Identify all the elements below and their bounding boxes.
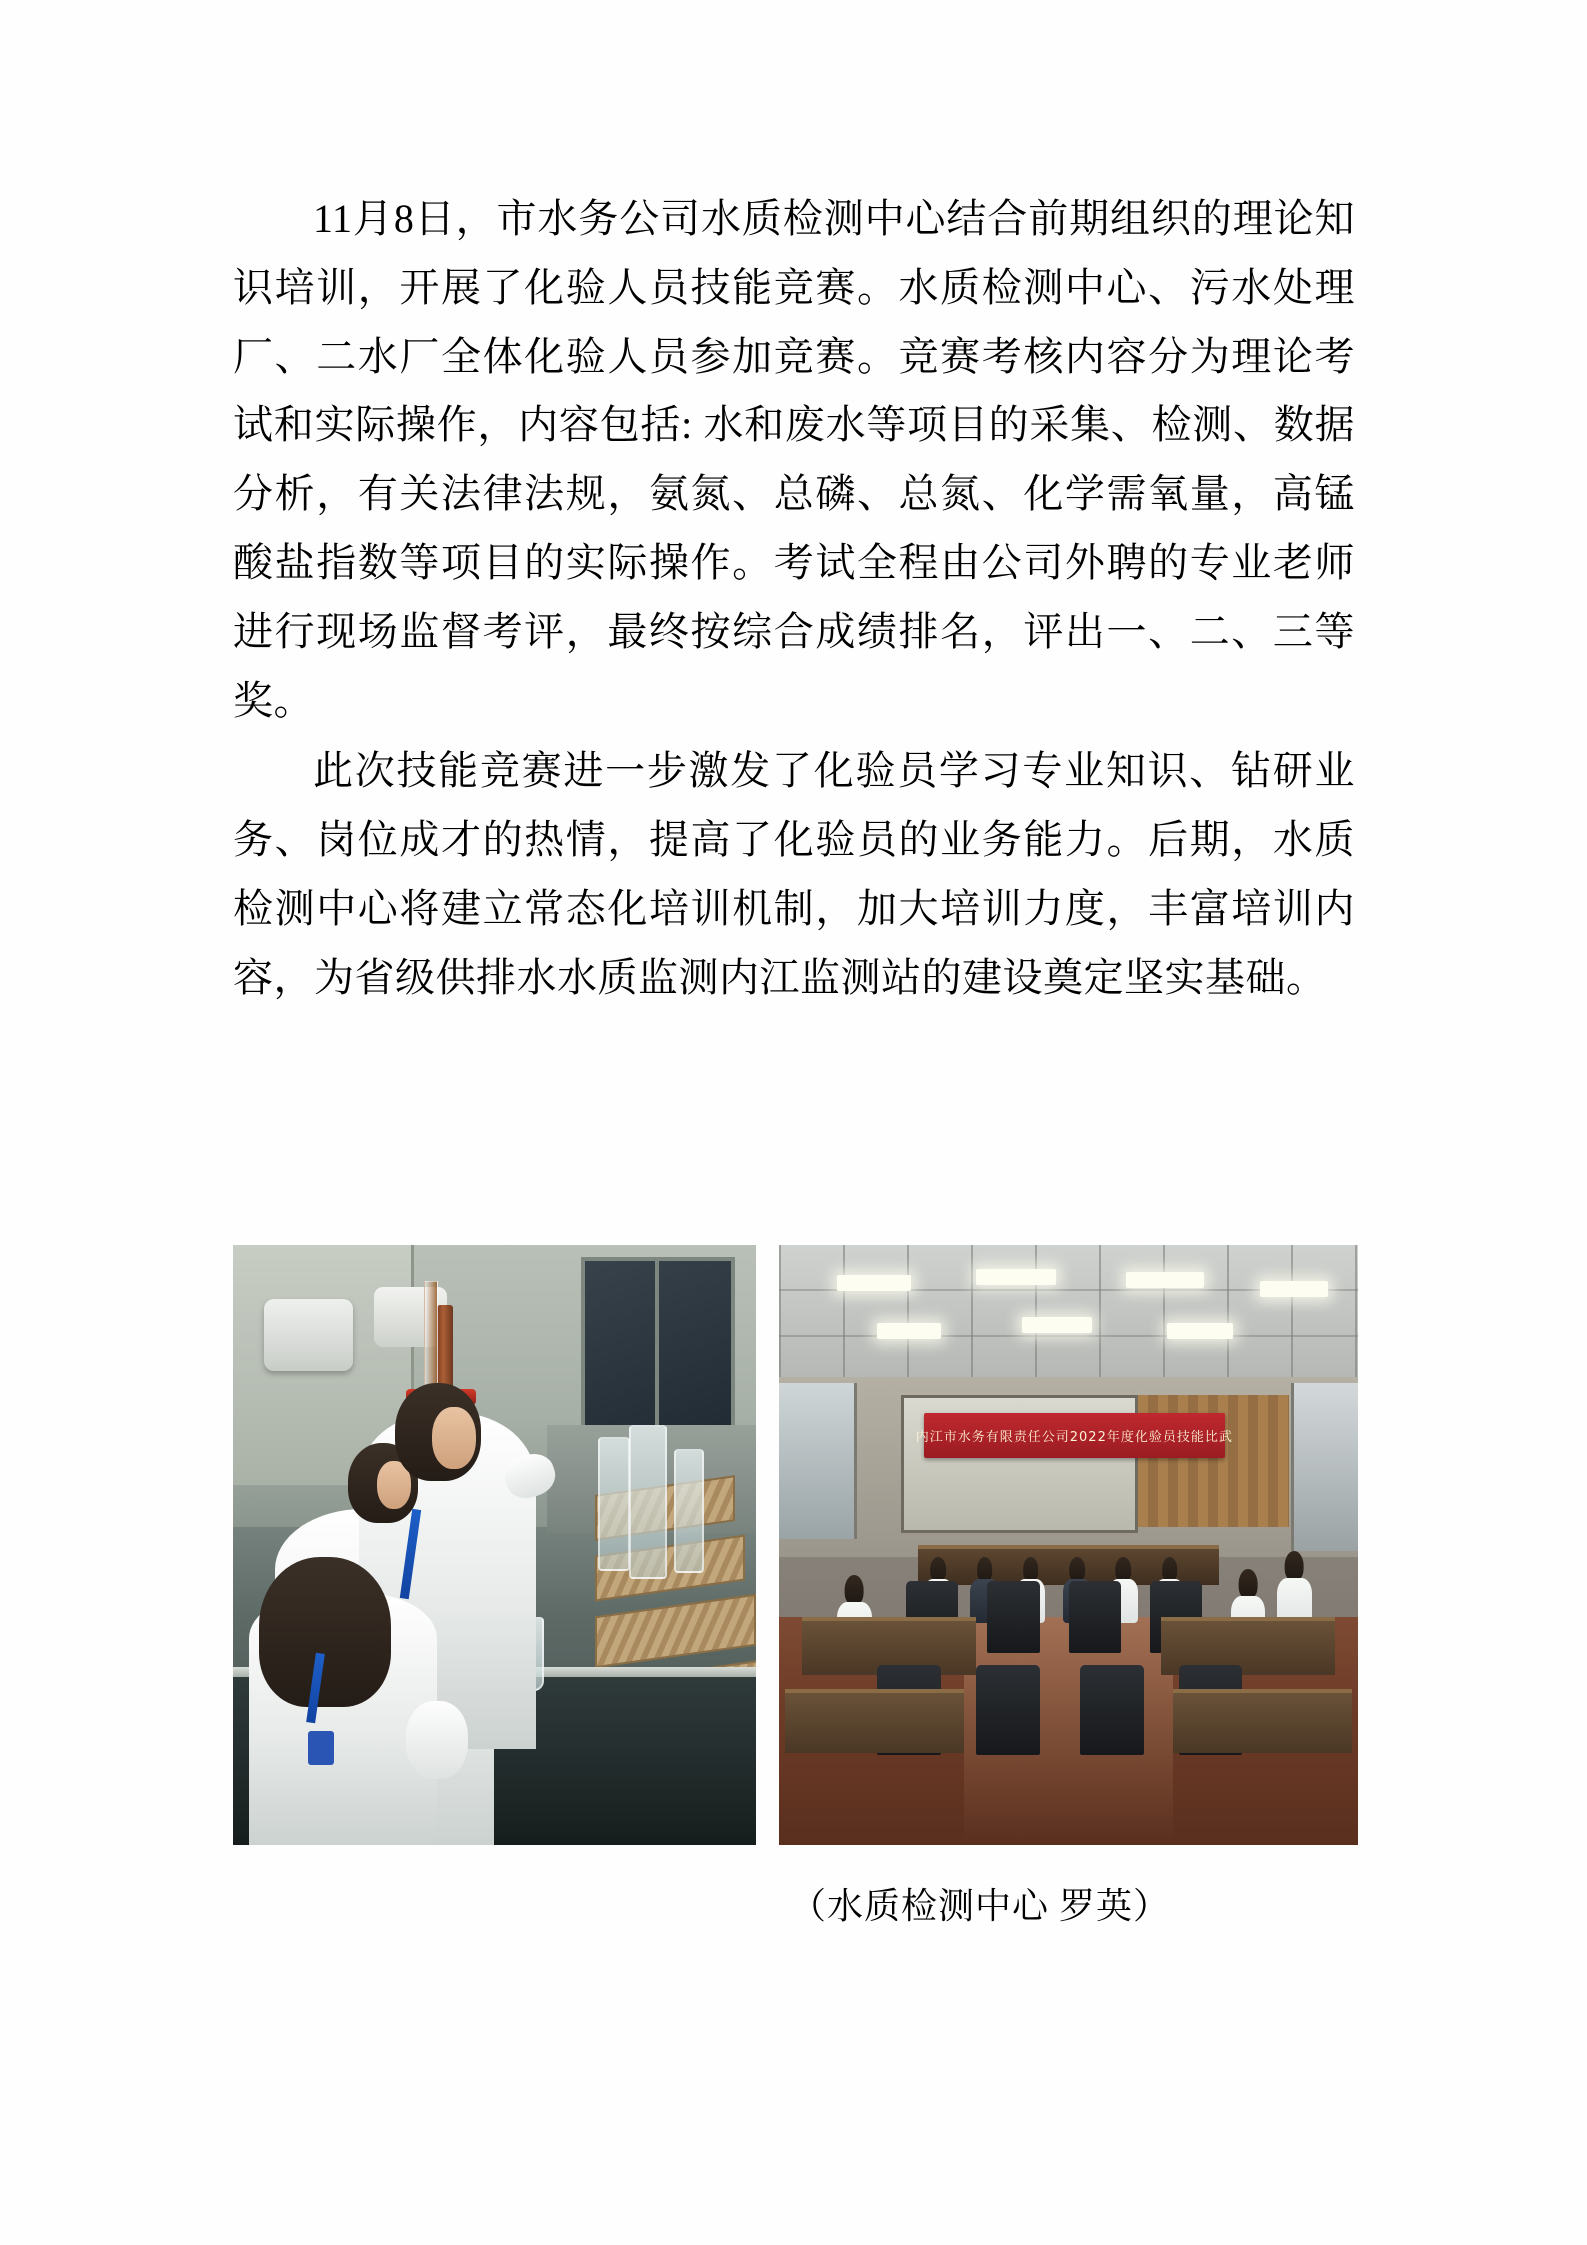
paragraph-1: 11月8日，市水务公司水质检测中心结合前期组织的理论知识培训，开展了化验人员技能竞赛。水质检测中心、污水处理厂、二水厂全体化验人员参加竞赛。竞赛考核内容分为理论考试和实际操作，内容包括: 水和废水等项目的采集、检测、数据分析，有关法律法规，氨氮、总磷、总氮、化学需氧量，高锰酸盐指数等项目的实际操作。考试全程由公司外聘的专业老师进行现场监督考评，最终按综合成绩排名，评出一、二、三等奖。 [233,196,1355,723]
event-banner [915,1413,1233,1458]
photo-caption: （水质检测中心 罗英） [790,1886,1171,1926]
article-body [233,185,1355,1013]
lab-titration-photo [233,1245,756,1845]
photo-row [233,1245,1358,1845]
paragraph-2: 此次技能竞赛进一步激发了化验员学习专业知识、钻研业务、岗位成才的热情，提高了化验员的业务能力。后期，水质检测中心将建立常态化培训机制，加大培训力度，丰富培训内容，为省级供排水水质监测内江监测站的建设奠定坚实基础。 [233,748,1355,1000]
event-banner-text: 内江市水务有限责任公司2022年度化验员技能比武 [915,1430,1233,1445]
exam-room-photo [779,1245,1358,1845]
